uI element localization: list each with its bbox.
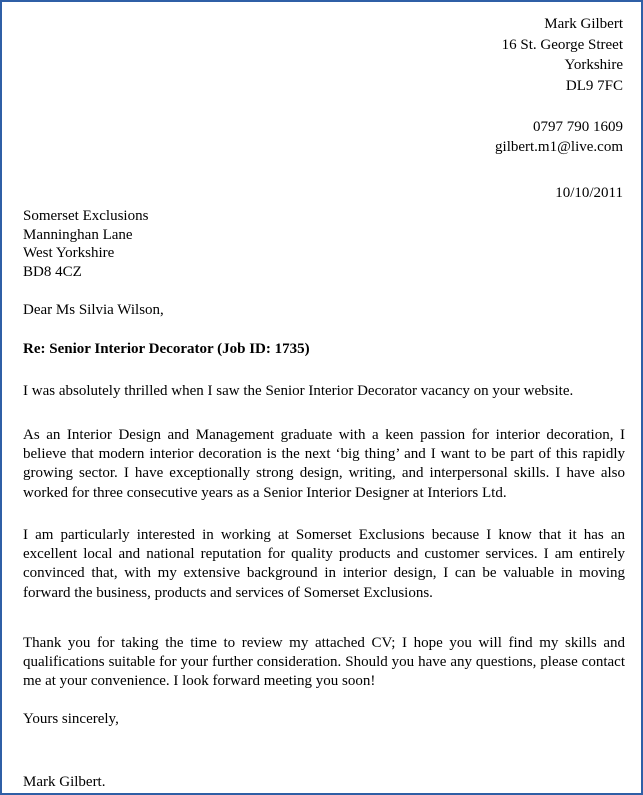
body-paragraph-4: Thank you for taking the time to review my attached CV; I hope you will find my skills and qualifications suitable for your further consideration. Should you have any questions, please contact me at your convenience. I look forward meeting you soon! <box>23 635 625 690</box>
body-paragraph-1: I was absolutely thrilled when I saw the Senior Interior Decorator vacancy on your website. <box>23 383 574 399</box>
sender-county: Yorkshire <box>564 57 623 73</box>
sender-address-block <box>495 14 623 158</box>
body-paragraph-2: As an Interior Design and Management graduate with a keen passion for interior decoration, I believe that modern interior decoration is the next ‘big thing’ and I want to be part of this rapidly growing sector. I have exceptionally strong design, writing, and interpersonal skills. I have also worked for three consecutive years as a Senior Interior Designer at Interiors Ltd. <box>23 427 625 501</box>
recipient-address-block <box>23 207 148 281</box>
subject-line: Re: Senior Interior Decorator (Job ID: 1735) <box>23 341 310 357</box>
sender-phone: 0797 790 1609 <box>533 118 623 135</box>
body-paragraph-3: I am particularly interested in working at Somerset Exclusions because I know that it has an excellent local and national reputation for quality products and customer services. I am entirely convinced that, with my extensive background in interior design, I can be valuable in moving forward the business, products and services of Somerset Exclusions. <box>23 527 625 601</box>
recipient-postcode: BD8 4CZ <box>23 263 82 280</box>
sender-street: 16 St. George Street <box>501 36 623 53</box>
recipient-company: Somerset Exclusions <box>23 208 149 224</box>
sender-postcode: DL9 7FC <box>565 77 623 94</box>
signature-name: Mark Gilbert. <box>23 774 106 790</box>
sender-email: gilbert.m1@live.com <box>495 139 623 155</box>
salutation: Dear Ms Silvia Wilson, <box>23 302 164 318</box>
recipient-street: Manninghan Lane <box>23 226 133 243</box>
recipient-county: West Yorkshire <box>23 245 115 261</box>
sender-name: Mark Gilbert <box>544 16 623 32</box>
closing: Yours sincerely, <box>23 711 119 727</box>
letter-date: 10/10/2011 <box>555 185 623 201</box>
